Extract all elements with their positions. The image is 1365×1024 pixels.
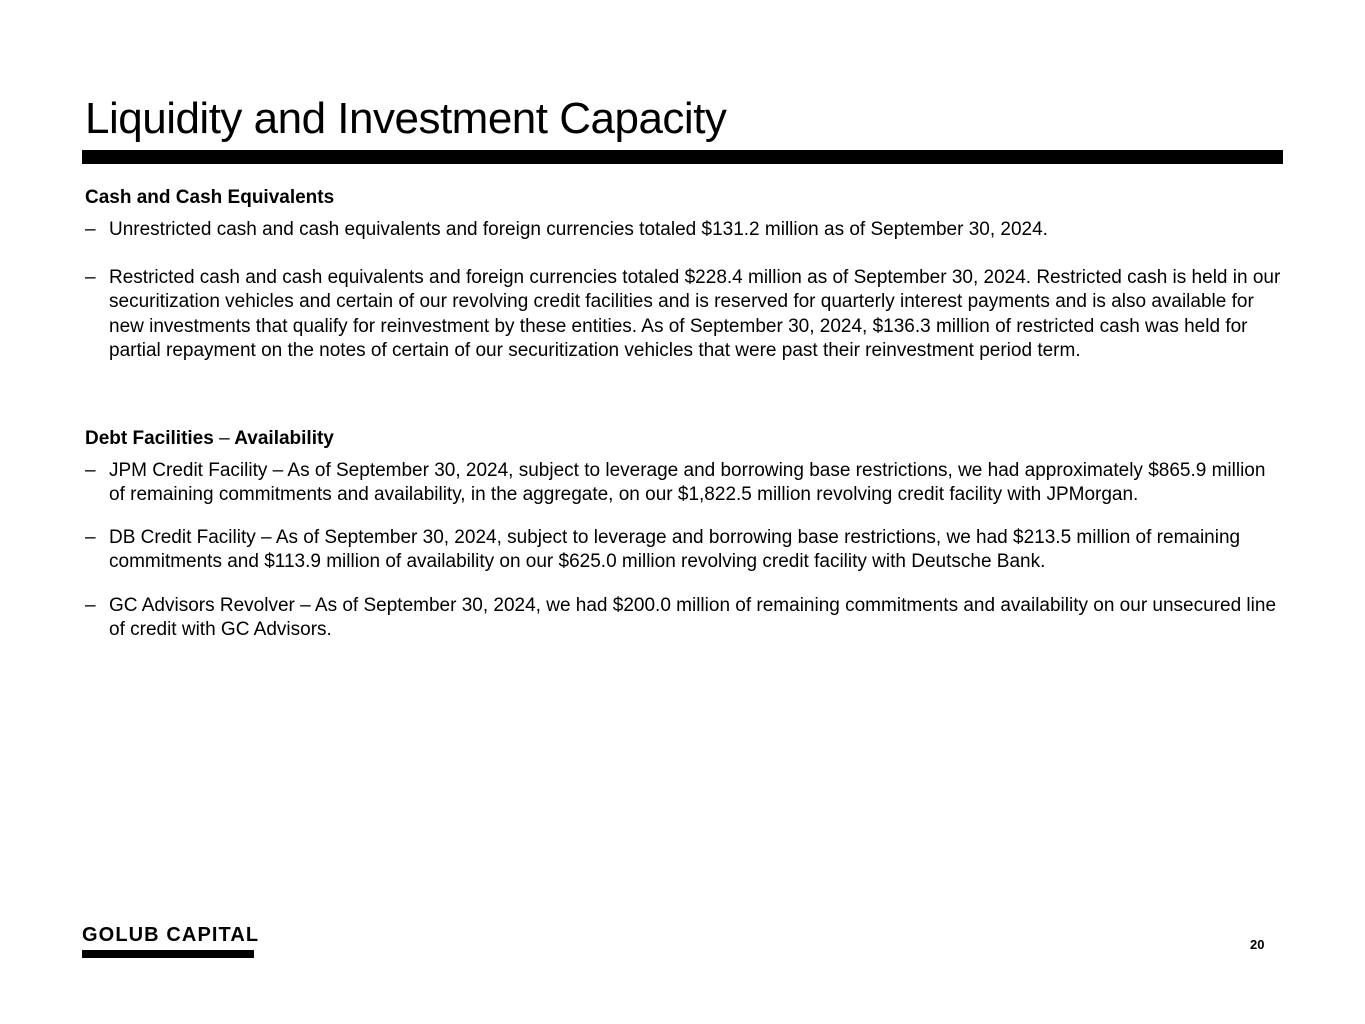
- bullet-dash: –: [85, 595, 96, 616]
- bullet-dash: –: [85, 460, 96, 481]
- debt-bullet-db: [85, 526, 1285, 575]
- debt-heading-separator: –: [219, 428, 230, 449]
- debt-section-heading: [85, 427, 334, 451]
- bullet-text: JPM Credit Facility – As of September 30, 2024, subject to leverage and borrowing base restrictions, we had approximately $865.9 million of remaining commitments and availability, in the aggregate, on our $1,822.5 million revolving credit facility with JPMorgan.: [109, 460, 1266, 506]
- bullet-text: Restricted cash and cash equivalents and foreign currencies totaled $228.4 million as of September 30, 2024. Restricted cash is held in our securitization vehicles and certain of our revolving credit facilities and is reserved for quarterly interest payments and is also available for new investments that qualify for reinvestment by these entities. As of September 30, 2024, $136.3 million of restricted cash was held for partial repayment on the notes of certain of our securitization vehicles that were past their reinvestment period term.: [109, 267, 1281, 362]
- page-number: 20: [1250, 937, 1265, 952]
- cash-bullet-unrestricted: [85, 218, 1285, 242]
- cash-section-heading: Cash and Cash Equivalents: [85, 187, 335, 208]
- bullet-dash: –: [85, 219, 96, 240]
- debt-heading-title: Debt Facilities: [85, 428, 214, 449]
- cash-bullet-restricted: [85, 266, 1285, 364]
- debt-heading-subtitle: Availability: [234, 428, 334, 449]
- page-title: Liquidity and Investment Capacity: [85, 94, 727, 143]
- bullet-text: Unrestricted cash and cash equivalents and foreign currencies totaled $131.2 million as of September 30, 2024.: [109, 219, 1048, 240]
- bullet-dash: –: [85, 267, 96, 288]
- bullet-dash: –: [85, 527, 96, 548]
- debt-bullet-jpm: [85, 459, 1285, 508]
- debt-bullet-gc-advisors: [85, 594, 1285, 643]
- logo-wordmark: GOLUB CAPITAL: [82, 924, 260, 946]
- bullet-text: GC Advisors Revolver – As of September 30, 2024, we had $200.0 million of remaining commitments and availability on our unsecured line of credit with GC Advisors.: [109, 595, 1277, 641]
- title-divider: [82, 150, 1283, 164]
- logo-underline: [82, 950, 254, 958]
- bullet-text: DB Credit Facility – As of September 30, 2024, subject to leverage and borrowing base restrictions, we had $213.5 million of remaining commitments and $113.9 million of availability on our $625.0 million revolving credit facility with Deutsche Bank.: [109, 527, 1241, 573]
- company-logo: [82, 924, 260, 958]
